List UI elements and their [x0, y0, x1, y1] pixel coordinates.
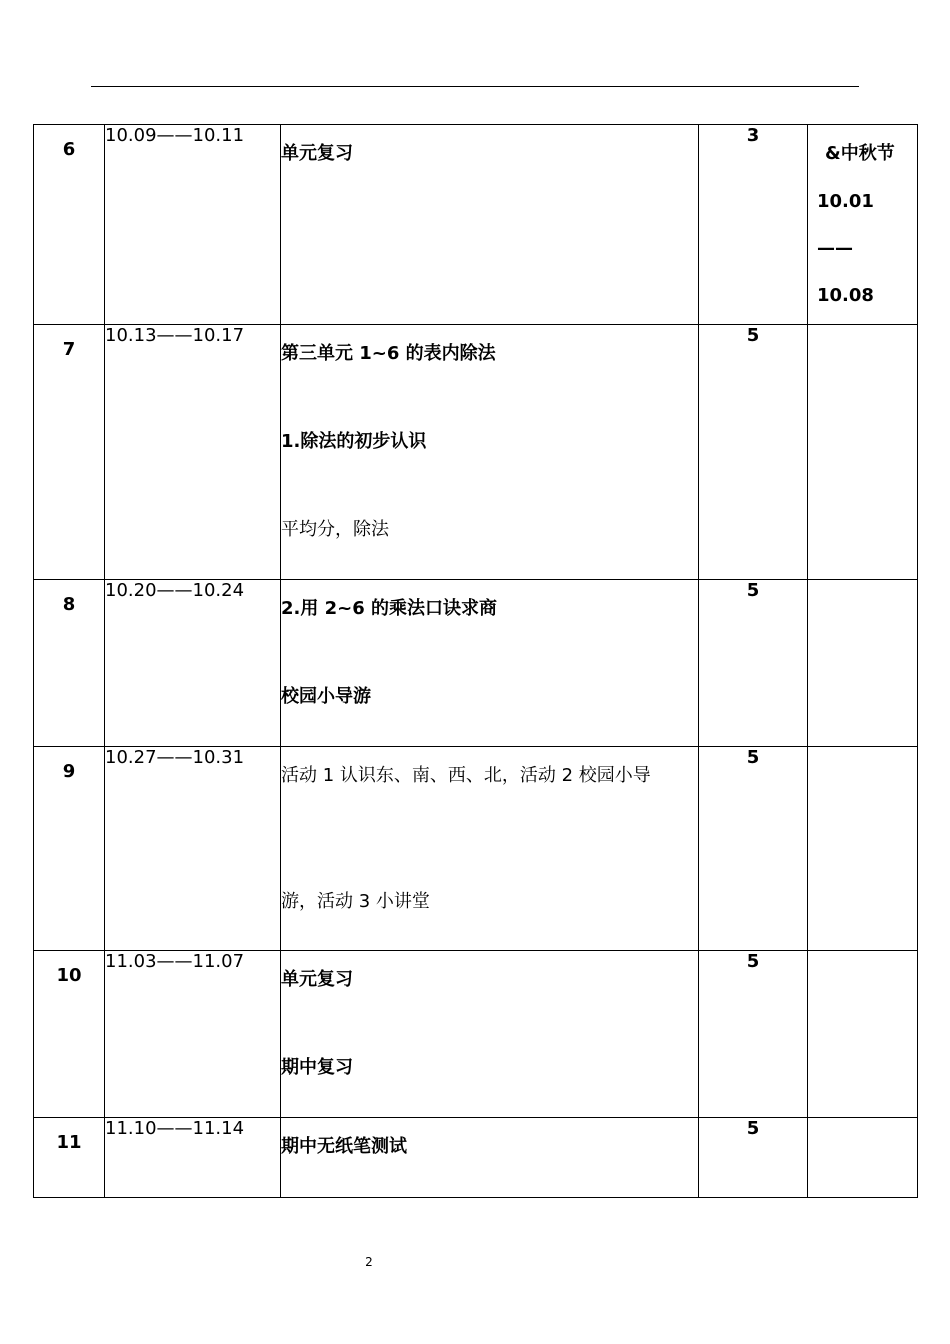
content-cell: 第三单元 1~6 的表内除法 1.除法的初步认识 平均分，除法 — [281, 325, 699, 580]
date-range-cell: 10.09——10.11 — [105, 125, 281, 325]
header-rule — [91, 86, 859, 87]
hours-cell: 5 — [699, 580, 808, 747]
date-range-cell: 10.13——10.17 — [105, 325, 281, 580]
content-cell: 单元复习 期中复习 — [281, 951, 699, 1118]
content-cell: 2.用 2~6 的乘法口诀求商 校园小导游 — [281, 580, 699, 747]
table-row — [34, 747, 918, 951]
week-cell: 9 — [34, 747, 105, 951]
remark-cell — [808, 747, 918, 951]
week-cell: 11 — [34, 1118, 105, 1198]
week-cell: 8 — [34, 580, 105, 747]
week-cell: 7 — [34, 325, 105, 580]
hours-cell: 5 — [699, 1118, 808, 1198]
table-row — [34, 951, 918, 1118]
week-cell: 10 — [34, 951, 105, 1118]
content-cell: 活动 1 认识东、南、西、北，活动 2 校园小导 游，活动 3 小讲堂 — [281, 747, 699, 951]
remark-cell — [808, 951, 918, 1118]
table-row — [34, 125, 918, 325]
hours-cell: 5 — [699, 747, 808, 951]
hours-cell: 5 — [699, 951, 808, 1118]
remark-cell — [808, 580, 918, 747]
date-range-cell: 10.20——10.24 — [105, 580, 281, 747]
table-row — [34, 1118, 918, 1198]
hours-cell: 3 — [699, 125, 808, 325]
page-number: 2 — [365, 1255, 373, 1269]
content-cell: 期中无纸笔测试 — [281, 1118, 699, 1198]
table-row — [34, 580, 918, 747]
table-row — [34, 325, 918, 580]
schedule-table — [33, 124, 918, 1198]
content-cell: 单元复习 — [281, 125, 699, 325]
date-range-cell: 10.27——10.31 — [105, 747, 281, 951]
hours-cell: 5 — [699, 325, 808, 580]
week-cell: 6 — [34, 125, 105, 325]
remark-cell — [808, 1118, 918, 1198]
date-range-cell: 11.03——11.07 — [105, 951, 281, 1118]
remark-cell — [808, 325, 918, 580]
date-range-cell: 11.10——11.14 — [105, 1118, 281, 1198]
remark-cell: &中秋节 10.01 —— 10.08 — [808, 125, 918, 325]
